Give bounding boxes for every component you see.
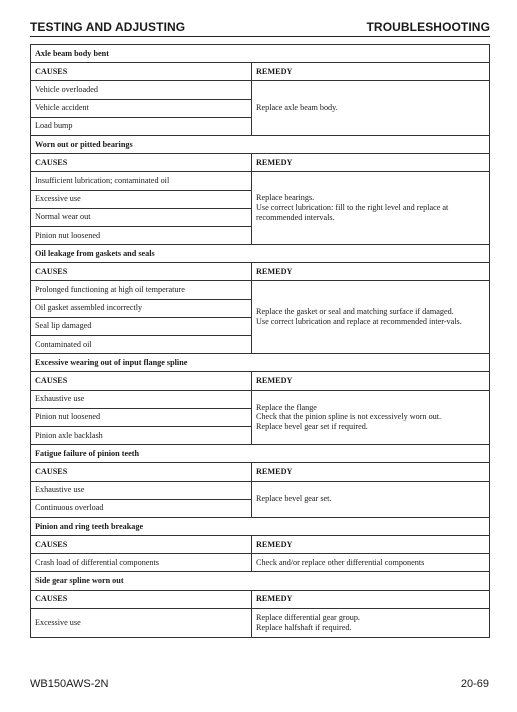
cause-cell: Seal lip damaged <box>31 317 252 335</box>
column-label-row <box>31 463 490 481</box>
section-title: Excessive wearing out of input flange spline <box>31 354 490 372</box>
causes-label: CAUSES <box>31 63 252 81</box>
cause-cell: Normal wear out <box>31 208 252 226</box>
causes-label: CAUSES <box>31 536 252 554</box>
section-title-row <box>31 135 490 153</box>
cause-cell: Crash load of differential components <box>31 554 252 572</box>
troubleshooting-table <box>30 44 490 638</box>
page-number: 20-69 <box>460 678 489 690</box>
remedy-cell: Check and/or replace other differential components <box>252 554 490 572</box>
cause-cell: Pinion axle backlash <box>31 426 252 444</box>
remedy-label: REMEDY <box>252 263 490 281</box>
cause-cell: Pinion nut loosened <box>31 226 252 244</box>
section-title-row <box>31 354 490 372</box>
cause-cell: Oil gasket assembled incorrectly <box>31 299 252 317</box>
chapter-heading: TROUBLESHOOTING <box>366 20 490 34</box>
causes-label: CAUSES <box>31 263 252 281</box>
remedy-cell: Replace bearings. Use correct lubrication: fill to the right level and replace at recommended intervals. <box>252 172 490 245</box>
cause-row <box>31 390 490 408</box>
section-title-row <box>31 445 490 463</box>
cause-cell: Vehicle accident <box>31 99 252 117</box>
cause-cell: Contaminated oil <box>31 336 252 354</box>
section-title: Axle beam body bent <box>31 45 490 63</box>
causes-label: CAUSES <box>31 590 252 608</box>
cause-row <box>31 281 490 299</box>
cause-row <box>31 172 490 190</box>
cause-row <box>31 608 490 637</box>
remedy-cell: Replace the flange Check that the pinion spline is not excessively worn out. Replace bevel gear set if required. <box>252 390 490 445</box>
section-title-row <box>31 517 490 535</box>
cause-row <box>31 554 490 572</box>
remedy-cell: Replace axle beam body. <box>252 81 490 136</box>
cause-cell: Continuous overload <box>31 499 252 517</box>
section-heading: TESTING AND ADJUSTING <box>30 20 186 34</box>
cause-row <box>31 481 490 499</box>
cause-cell: Prolonged functioning at high oil temperature <box>31 281 252 299</box>
column-label-row <box>31 263 490 281</box>
cause-cell: Pinion nut loosened <box>31 408 252 426</box>
section-title: Fatigue failure of pinion teeth <box>31 445 490 463</box>
column-label-row <box>31 590 490 608</box>
section-title: Worn out or pitted bearings <box>31 135 490 153</box>
model-code: WB150AWS-2N <box>30 678 109 690</box>
causes-label: CAUSES <box>31 154 252 172</box>
column-label-row <box>31 154 490 172</box>
section-title: Pinion and ring teeth breakage <box>31 517 490 535</box>
header-rule <box>30 36 490 37</box>
cause-row <box>31 81 490 99</box>
section-title: Oil leakage from gaskets and seals <box>31 245 490 263</box>
section-title-row <box>31 45 490 63</box>
remedy-label: REMEDY <box>252 463 490 481</box>
causes-label: CAUSES <box>31 372 252 390</box>
cause-cell: Insufficient lubrication; contaminated oil <box>31 172 252 190</box>
cause-cell: Exhaustive use <box>31 390 252 408</box>
causes-label: CAUSES <box>31 463 252 481</box>
remedy-label: REMEDY <box>252 154 490 172</box>
column-label-row <box>31 372 490 390</box>
remedy-cell: Replace the gasket or seal and matching surface if damaged. Use correct lubrication and replace at recommended inter-vals. <box>252 281 490 354</box>
cause-cell: Exhaustive use <box>31 481 252 499</box>
remedy-label: REMEDY <box>252 372 490 390</box>
cause-cell: Load bump <box>31 117 252 135</box>
section-title-row <box>31 245 490 263</box>
section-title-row <box>31 572 490 590</box>
column-label-row <box>31 63 490 81</box>
remedy-label: REMEDY <box>252 536 490 554</box>
cause-cell: Excessive use <box>31 190 252 208</box>
cause-cell: Excessive use <box>31 608 252 637</box>
remedy-label: REMEDY <box>252 590 490 608</box>
column-label-row <box>31 536 490 554</box>
remedy-cell: Replace bevel gear set. <box>252 481 490 517</box>
remedy-cell: Replace differential gear group. Replace halfshaft if required. <box>252 608 490 637</box>
remedy-label: REMEDY <box>252 63 490 81</box>
cause-cell: Vehicle overloaded <box>31 81 252 99</box>
section-title: Side gear spline worn out <box>31 572 490 590</box>
